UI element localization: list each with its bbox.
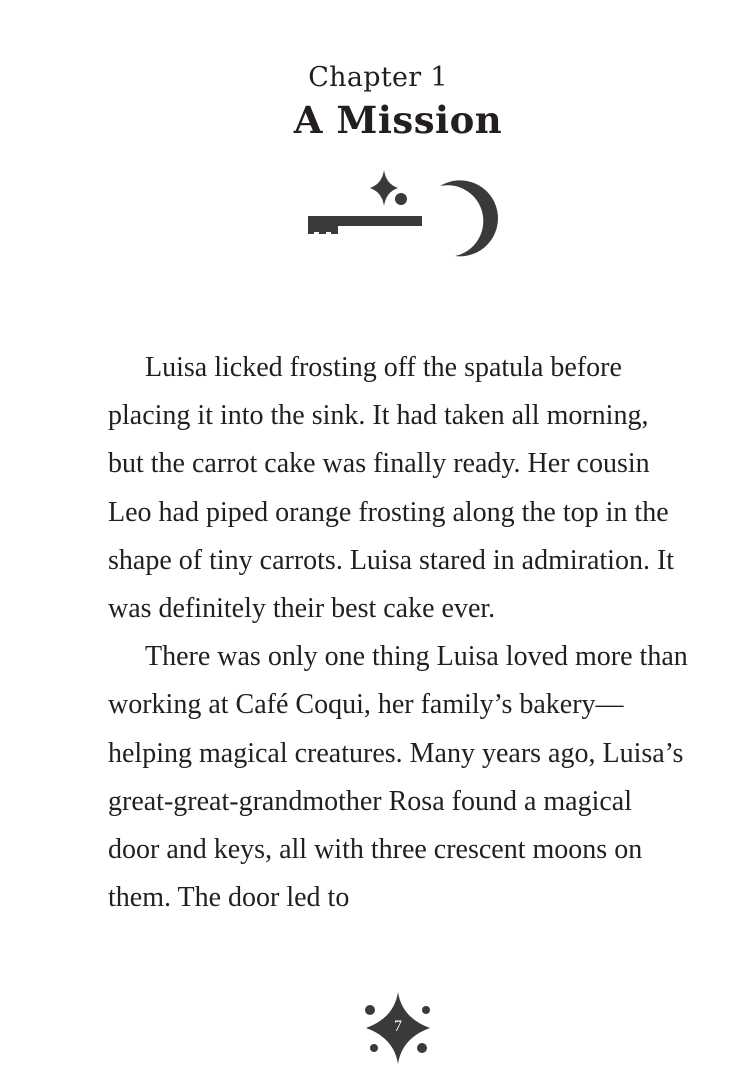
chapter-title: A Mission xyxy=(293,98,503,142)
footer-dot-left-bottom xyxy=(370,1044,378,1052)
sparkle-dot xyxy=(395,193,407,205)
page-number: 7 xyxy=(394,1018,402,1035)
paragraph-1: Luisa licked frosting off the spatula before placing it into the sink. It had taken all morning, but the carrot cake was finally ready. Her cousin Leo had piped orange frosting along the top in the shape of tiny carrots. Luisa stared in admiration. It was definitely their best cake ever. xyxy=(108,352,675,625)
key-teeth xyxy=(308,224,338,234)
footer-dot-left-top xyxy=(365,1005,375,1015)
footer-dot-right-bottom xyxy=(417,1043,427,1053)
sparkle-star-icon xyxy=(370,170,398,206)
chapter-number: Chapter 1 xyxy=(308,62,448,93)
crescent-moon-icon xyxy=(440,180,498,256)
paragraph-2: There was only one thing Luisa loved more than working at Café Coqui, her family’s bakery—helping magical creatures. Many years ago, Luisa’s great-great-grandmother Rosa found a magical door and keys, all with three crescent moons on them. The door led to xyxy=(108,641,688,914)
footer-dot-right-top xyxy=(422,1006,430,1014)
key-with-crescent-moon-icon xyxy=(300,166,500,266)
body-text xyxy=(108,344,688,922)
